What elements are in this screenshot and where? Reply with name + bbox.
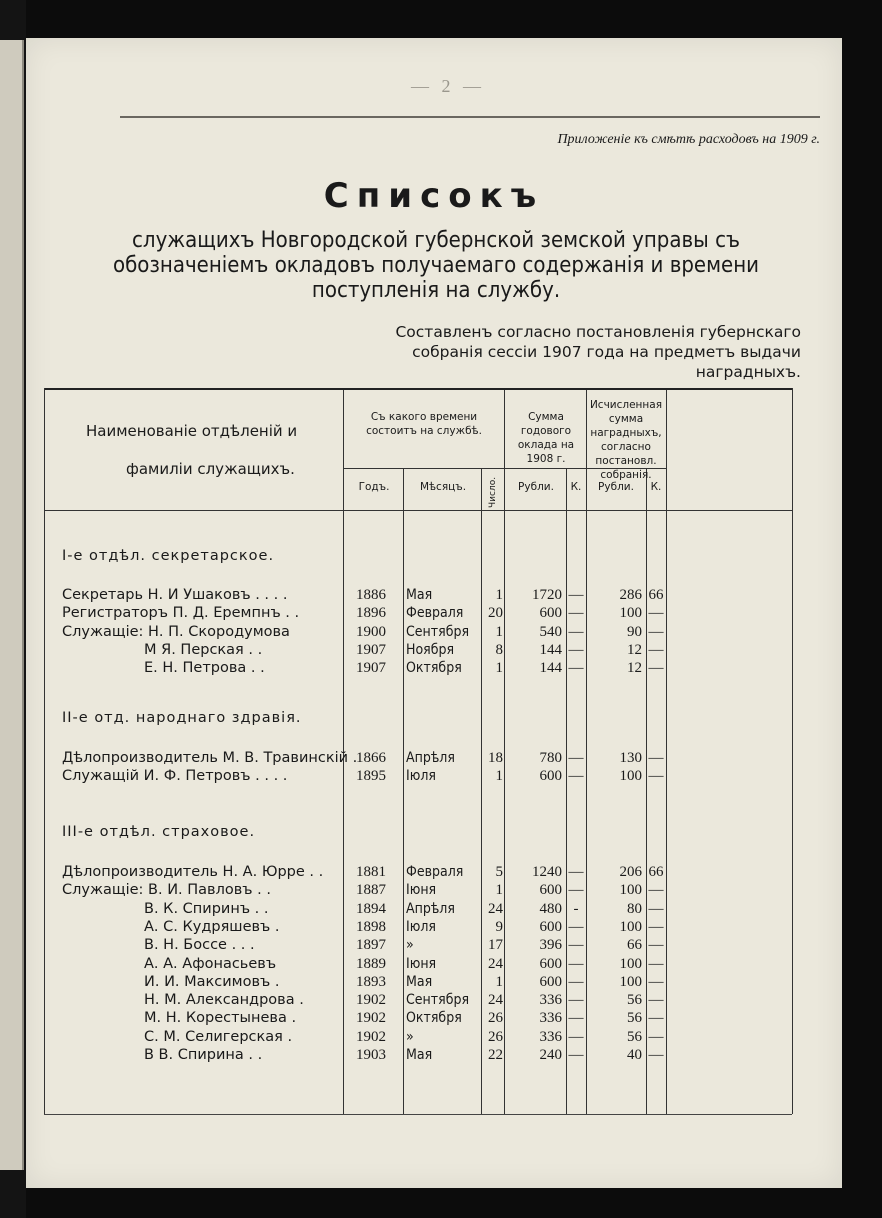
col-divider	[504, 390, 505, 1114]
employee-name: Служащій И. Ф. Петровъ . . . .	[62, 768, 288, 785]
sub-rub2-header: Рубли.	[598, 481, 634, 493]
employee-name: Н. М. Александрова .	[144, 992, 304, 1009]
service-year: 1889	[356, 955, 386, 972]
service-year: 1893	[356, 973, 386, 990]
award-kopecks: —	[648, 641, 664, 658]
award-kopecks: —	[648, 1010, 664, 1027]
salary-kopecks: —	[568, 864, 584, 880]
service-month: Февраля	[406, 864, 464, 880]
salary-kopecks: —	[568, 660, 584, 677]
salary-rubles: 144	[539, 660, 562, 677]
award-rubles: 12	[627, 660, 642, 677]
service-day: 26	[488, 1028, 503, 1045]
service-year: 1898	[356, 918, 386, 935]
service-day: 1	[495, 882, 503, 899]
employee-name: В. К. Спиринъ . .	[144, 900, 269, 917]
award-rubles: 130	[619, 750, 642, 766]
employee-name: М Я. Перская . .	[144, 641, 263, 658]
document-subtitle: служащихъ Новгородской губернской земской управы съ обозначеніемъ окладовъ получаемаго содержанія и времени поступленія на службу.	[112, 228, 760, 303]
service-day: 1	[495, 660, 503, 677]
service-month: Іюня	[406, 955, 437, 972]
award-kopecks: —	[648, 768, 664, 785]
salary-rubles: 600	[539, 605, 562, 622]
service-month: Сентября	[406, 623, 470, 640]
salary-kopecks: —	[568, 937, 584, 954]
award-rubles: 100	[619, 973, 642, 990]
service-month: Октября	[406, 660, 462, 677]
salary-rubles: 600	[539, 882, 562, 899]
service-year: 1902	[356, 1010, 386, 1027]
service-year: 1907	[356, 641, 386, 658]
award-rubles: 56	[627, 992, 642, 1009]
salary-kopecks: —	[568, 882, 584, 899]
service-year: 1895	[356, 768, 386, 785]
employee-name: В. Н. Боссе . . .	[144, 937, 255, 954]
employee-name: В В. Спирина . .	[144, 1047, 263, 1063]
service-year: 1881	[356, 864, 386, 880]
service-day: 9	[495, 918, 503, 935]
employee-name: Е. Н. Петрова . .	[144, 660, 265, 677]
service-year: 1897	[356, 937, 386, 954]
salary-kopecks: —	[568, 973, 584, 990]
employee-name: А. С. Кудряшевъ .	[144, 918, 280, 935]
award-kopecks: —	[648, 900, 664, 917]
salary-kopecks: —	[568, 1028, 584, 1045]
award-kopecks: —	[648, 623, 664, 640]
service-year: 1896	[356, 605, 386, 622]
award-kopecks: —	[648, 605, 664, 622]
sub-kop2-header: К.	[650, 481, 662, 493]
service-month: Февраля	[406, 605, 464, 622]
employee-name: А. А. Афонасьевъ	[144, 955, 277, 972]
salary-kopecks: —	[568, 918, 584, 935]
header-bottom-rule	[44, 510, 792, 511]
award-kopecks: —	[648, 955, 664, 972]
col-award-header: Исчисленная сумма наградныхъ, согласно постановл. собранія.	[589, 399, 663, 481]
section-title: III-е отдѣл. страховое.	[62, 824, 256, 840]
service-day: 24	[488, 955, 503, 972]
col-since-header: Съ какого времени состоитъ на службѣ.	[366, 411, 482, 437]
employee-name: М. Н. Корестынева .	[144, 1010, 297, 1027]
salary-rubles: 1240	[532, 864, 562, 880]
service-month: Мая	[406, 973, 433, 990]
service-month: Апрѣля	[406, 750, 455, 766]
employee-name: Регистраторъ П. Д. Еремпнъ . .	[62, 605, 300, 622]
service-day: 17	[488, 937, 503, 954]
salary-kopecks: —	[568, 623, 584, 640]
service-day: 1	[495, 768, 503, 785]
salary-kopecks: —	[568, 955, 584, 972]
salary-kopecks: —	[568, 768, 584, 785]
salary-kopecks: —	[568, 605, 584, 622]
book-spine	[0, 0, 26, 1218]
award-rubles: 100	[619, 768, 642, 785]
salary-rubles: 336	[539, 992, 562, 1009]
award-rubles: 40	[627, 1047, 642, 1063]
salary-rubles: 600	[539, 768, 562, 785]
previous-page-edge	[0, 40, 24, 1170]
service-month: Сентября	[406, 992, 470, 1009]
award-kopecks: —	[648, 1028, 664, 1045]
header-rule	[120, 116, 820, 118]
award-rubles: 90	[627, 623, 642, 640]
service-year: 1887	[356, 882, 386, 899]
service-month: Ноября	[406, 641, 455, 658]
award-kopecks: —	[648, 973, 664, 990]
service-month: Іюня	[406, 882, 437, 899]
award-kopecks: —	[648, 882, 664, 899]
employee-name: С. М. Селигерская .	[144, 1028, 293, 1045]
award-kopecks: —	[648, 1047, 664, 1063]
award-kopecks: —	[648, 918, 664, 935]
employee-name: Служащіе: Н. П. Скородумова	[62, 623, 290, 640]
employee-name: Дѣлопроизводитель Н. А. Юрре . .	[62, 864, 324, 880]
section-title: II-е отд. народнаго здравія.	[62, 710, 302, 726]
service-day: 1	[495, 623, 503, 640]
service-year: 1866	[356, 750, 386, 766]
service-year: 1903	[356, 1047, 386, 1063]
award-kopecks: 66	[648, 587, 664, 603]
salary-rubles: 240	[539, 1047, 562, 1063]
service-day: 22	[488, 1047, 503, 1063]
award-kopecks: —	[648, 992, 664, 1009]
service-year: 1886	[356, 587, 386, 603]
service-day: 24	[488, 900, 503, 917]
compiled-note: Составленъ согласно постановленія губернскаго собранія сессіи 1907 года на предметъ выдачи наградныхъ.	[395, 323, 801, 381]
salary-rubles: 336	[539, 1028, 562, 1045]
award-rubles: 100	[619, 882, 642, 899]
salary-rubles: 780	[539, 750, 562, 766]
col-name-header-2: фамиліи служащихъ.	[126, 460, 295, 478]
service-year: 1907	[356, 660, 386, 677]
award-rubles: 66	[627, 937, 642, 954]
section-title: I-е отдѣл. секретарское.	[62, 548, 275, 564]
employee-name: Дѣлопроизводитель М. В. Травинскій .	[62, 750, 358, 766]
service-month: Іюля	[406, 918, 436, 935]
award-kopecks: —	[648, 750, 664, 766]
service-day: 1	[495, 973, 503, 990]
award-rubles: 100	[619, 605, 642, 622]
salary-rubles: 336	[539, 1010, 562, 1027]
service-month: Іюля	[406, 768, 436, 785]
service-month: »	[406, 937, 414, 954]
table-left-border	[44, 388, 45, 1114]
col-divider	[403, 468, 404, 1114]
award-rubles: 100	[619, 955, 642, 972]
service-year: 1900	[356, 623, 386, 640]
salary-rubles: 540	[539, 623, 562, 640]
award-rubles: 12	[627, 641, 642, 658]
salary-rubles: 600	[539, 955, 562, 972]
page-number: — 2 —	[411, 76, 485, 96]
table-top-rule	[44, 388, 792, 390]
salary-kopecks: —	[568, 1010, 584, 1027]
table-bottom-rule	[44, 1114, 792, 1115]
award-rubles: 286	[619, 587, 642, 603]
salary-rubles: 396	[539, 937, 562, 954]
salary-kopecks: —	[568, 750, 584, 766]
salary-kopecks: —	[568, 992, 584, 1009]
salary-kopecks: —	[568, 1047, 584, 1063]
col-salary-header: Сумма годового оклада на 1908 г.	[517, 411, 575, 465]
service-day: 20	[488, 605, 503, 622]
employee-name: Секретарь Н. И Ушаковъ . . . .	[62, 587, 288, 603]
salary-kopecks: —	[568, 641, 584, 658]
service-day: 5	[495, 864, 503, 880]
salary-rubles: 600	[539, 918, 562, 935]
service-day: 26	[488, 1010, 503, 1027]
employee-name: Служащіе: В. И. Павловъ . .	[62, 882, 271, 899]
sub-month-header: Мѣсяцъ.	[419, 481, 467, 493]
service-year: 1902	[356, 1028, 386, 1045]
sub-kop-header: К.	[570, 481, 582, 493]
service-year: 1894	[356, 900, 386, 917]
salary-rubles: 480	[539, 900, 562, 917]
table-right-border	[792, 388, 793, 1114]
service-month: Мая	[406, 1047, 433, 1063]
sub-day-header: Число.	[488, 476, 498, 508]
salary-rubles: 144	[539, 641, 562, 658]
col-divider	[666, 390, 667, 1114]
col-name-header: Наименованіе отдѣленій и	[86, 422, 298, 440]
service-month: »	[406, 1028, 414, 1045]
award-kopecks: —	[648, 660, 664, 677]
sub-rub-header: Рубли.	[518, 481, 554, 493]
employee-name: И. И. Максимовъ .	[144, 973, 280, 990]
salary-kopecks: -	[573, 900, 579, 917]
award-rubles: 56	[627, 1028, 642, 1045]
appendix-note: Приложеніе къ смѣтѣ расходовъ на 1909 г.	[557, 132, 820, 147]
service-day: 1	[495, 587, 503, 603]
service-month: Мая	[406, 587, 433, 603]
award-kopecks: —	[648, 937, 664, 954]
award-rubles: 100	[619, 918, 642, 935]
service-month: Апрѣля	[406, 900, 455, 917]
sub-year-header: Годъ.	[358, 481, 390, 493]
salary-rubles: 600	[539, 973, 562, 990]
salary-kopecks: —	[568, 587, 584, 603]
document-page	[26, 38, 842, 1188]
service-day: 18	[488, 750, 503, 766]
award-rubles: 56	[627, 1010, 642, 1027]
document-title: Списокъ	[323, 176, 545, 216]
service-year: 1902	[356, 992, 386, 1009]
col-divider	[586, 390, 587, 1114]
award-rubles: 80	[627, 900, 642, 917]
award-kopecks: 66	[648, 864, 664, 880]
service-day: 24	[488, 992, 503, 1009]
award-rubles: 206	[619, 864, 642, 880]
service-day: 8	[495, 641, 503, 658]
salary-rubles: 1720	[532, 587, 562, 603]
service-month: Октября	[406, 1010, 462, 1027]
